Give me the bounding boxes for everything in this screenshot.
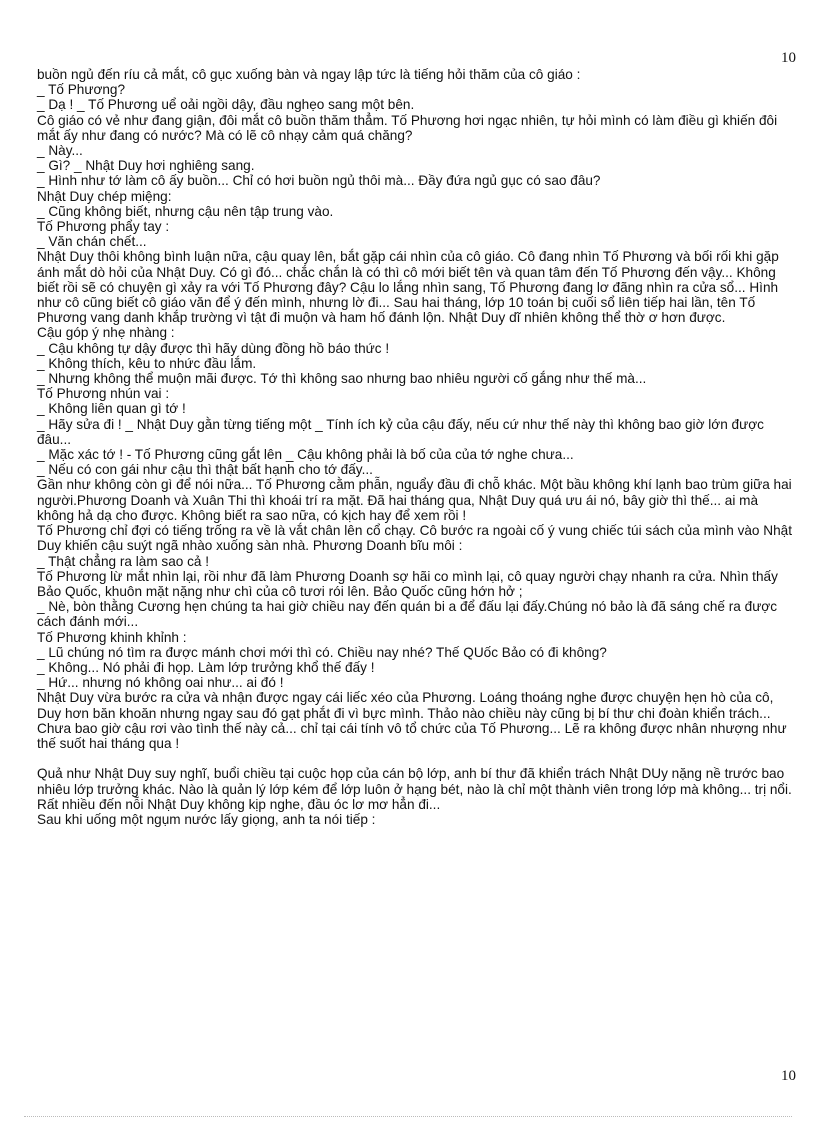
paragraph: _ Không thích, kêu to nhức đầu lắm. — [37, 355, 257, 371]
paragraph: _ Dạ ! _ Tố Phương uể oải ngồi dậy, đầu nghẹo sang một bên. — [37, 97, 415, 113]
paragraph: Nhật Duy thôi không bình luận nữa, cậu quay lên, bắt gặp cái nhìn của cô giáo. Cô đang nhìn Tố Phương và bối rối khi gặp ánh mắt dò hỏi của Nhật Duy. Có gì đó... chắc chắn là có thì cô mới biết tên và quan tâm đến Tố Phương đến vậy... Không biết rồi sẽ có chuyện gì xảy ra với Tố Phương đây? Cậu lo lắng nhìn sang, Tố Phương đang lơ đãng nhìn ra cửa sổ... Hình như cô cũng biết cô giáo văn để ý đến mình, nhưng lờ đi... Sau hai tháng, lớp 10 toán bị cuối sổ liên tiếp hai lần, tên Tố Phương vang danh khắp trường vì tật đi muộn và ham hố đánh lộn. Nhật Duy dĩ nhiên không thể thờ ơ hơn được. — [37, 249, 779, 326]
paragraph: _ Gì? _ Nhật Duy hơi nghiêng sang. — [37, 158, 255, 174]
paragraph: _ Lũ chúng nó tìm ra được mánh chơi mới thì có. Chiều nay nhé? Thế QUốc Bảo có đi không? — [37, 644, 607, 660]
paragraph: _ Mặc xác tớ ! - Tố Phương cũng gắt lên _ Cậu không phải là bố của của tớ nghe chưa... — [37, 447, 574, 463]
paragraph: _ Không... Nó phải đi họp. Làm lớp trưởng khổ thế đấy ! — [37, 659, 375, 675]
paragraph: _ Hãy sửa đi ! _ Nhật Duy gằn từng tiếng một _ Tính ích kỷ của cậu đấy, nếu cứ như thế này thì không bao giờ lớn được đâu... — [37, 416, 764, 447]
paragraph: _ Thật chẳng ra làm sao cả ! — [37, 553, 210, 569]
page-footer-divider — [24, 1116, 792, 1117]
paragraph: Tố Phương phẩy tay : — [37, 219, 170, 235]
paragraph: _ Hứ... nhưng nó không oai như... ai đó ! — [37, 675, 284, 691]
paragraph: _ Không liên quan gì tớ ! — [37, 401, 186, 417]
paragraph: _ Nếu có con gái như cậu thì thật bất hạnh cho tớ đấy... — [37, 462, 373, 478]
paragraph: _ Văn chán chết... — [37, 234, 147, 250]
paragraph — [37, 751, 793, 766]
paragraph: Nhật Duy chép miệng: — [37, 188, 172, 204]
paragraph: buồn ngủ đến ríu cả mắt, cô gục xuống bàn và ngay lập tức là tiếng hỏi thăm của cô giáo : — [37, 67, 581, 82]
paragraph: Nhật Duy vừa bước ra cửa và nhận được ngay cái liếc xéo của Phương. Loáng thoáng nghe được chuyện hẹn hò của cô, Duy hơn băn khoăn nhưng ngay sau đó gạt phắt đi vì bực mình. Thảo nào chiều này cũng bị bí thư chi đoàn khiển trách... Chưa bao giờ cậu rơi vào tình thế này cả... chỉ tại cái tính vô tổ chức của Tố Phương... Lẽ ra không được nhân nhượng như thế suốt hai tháng qua ! — [37, 690, 787, 751]
paragraph: Cô giáo có vẻ như đang giận, đôi mắt cô buồn thăm thẳm. Tố Phương hơi ngạc nhiên, tự hỏi mình có làm điều gì khiến đôi mắt ấy như đang có nước? Mà có lẽ cô nhạy cảm quá chăng? — [37, 112, 778, 143]
paragraph: _ Nhưng không thể muộn mãi được. Tớ thì không sao nhưng bao nhiêu người cố gắng như thế mà... — [37, 371, 647, 387]
paragraph: Tố Phương lừ mắt nhìn lại, rồi như đã làm Phương Doanh sợ hãi co mình lại, cô quay người chạy nhanh ra cửa. Nhìn thấy Bảo Quốc, khuôn mặt nặng như chì của cô tươi rói lên. Bảo Quốc cũng hớn hở ; — [37, 568, 778, 599]
paragraph: _ Này... — [37, 143, 83, 159]
paragraph: _ Nè, bòn thằng Cương hẹn chúng ta hai giờ chiều nay đến quán bi a để đấu lại đấy.Chúng nó bảo là đã sáng chế ra được cách đánh mới... — [37, 599, 778, 630]
page-number-bottom: 10 — [781, 1068, 796, 1084]
page-number-top: 10 — [781, 50, 796, 66]
story-text — [37, 67, 793, 827]
paragraph: _ Tố Phương? — [37, 82, 126, 98]
paragraph: Tố Phương nhún vai : — [37, 386, 170, 402]
paragraph: Quả như Nhật Duy suy nghĩ, buổi chiều tại cuộc họp của cán bộ lớp, anh bí thư đã khiển trách Nhật DUy nặng nề trước bao nhiêu lớp trưởng khác. Nào là quản lý lớp kém để lớp luôn ở hạng bét, nào là chỉ một thành viên trong lớp mà không... trị nổi. Rất nhiều đến nỗi Nhật Duy không kịp nghe, đầu óc lơ mơ hẳn đi... — [37, 766, 792, 812]
paragraph: Tố Phương chỉ đợi có tiếng trống ra về là vắt chân lên cổ chạy. Cô bước ra ngoài cố ý vung chiếc túi sách của mình vào Nhật Duy khiến cậu suýt ngã nhào xuống sàn nhà. Phương Doanh bĩu môi : — [37, 523, 792, 554]
paragraph: Cậu góp ý nhẹ nhàng : — [37, 325, 175, 341]
paragraph: _ Hình như tớ làm cô ấy buồn... Chỉ có hơi buồn ngủ thôi mà... Đầy đứa ngủ gục có sao đâu? — [37, 173, 601, 189]
paragraph: _ Cũng không biết, nhưng cậu nên tập trung vào. — [37, 203, 334, 219]
paragraph: Tố Phương khinh khỉnh : — [37, 629, 187, 645]
paragraph: _ Cậu không tự dậy được thì hãy dùng đồng hồ báo thức ! — [37, 340, 390, 356]
paragraph: Sau khi uống một ngụm nước lấy giọng, anh ta nói tiếp : — [37, 811, 376, 827]
paragraph: Gần như không còn gì để nói nữa... Tố Phương cằm phẫn, nguẩy đầu đi chỗ khác. Một bầu không khí lạnh bao trùm giữa hai người.Phương Doanh và Xuân Thi thì khoái trí ra mặt. Đã hai tháng qua, Nhật Duy quá ưu ái nó, bây giờ thì thế... ai mà không hả dạ cho được. Không biết ra sao nữa, có kịch hay để xem rồi ! — [37, 477, 792, 523]
